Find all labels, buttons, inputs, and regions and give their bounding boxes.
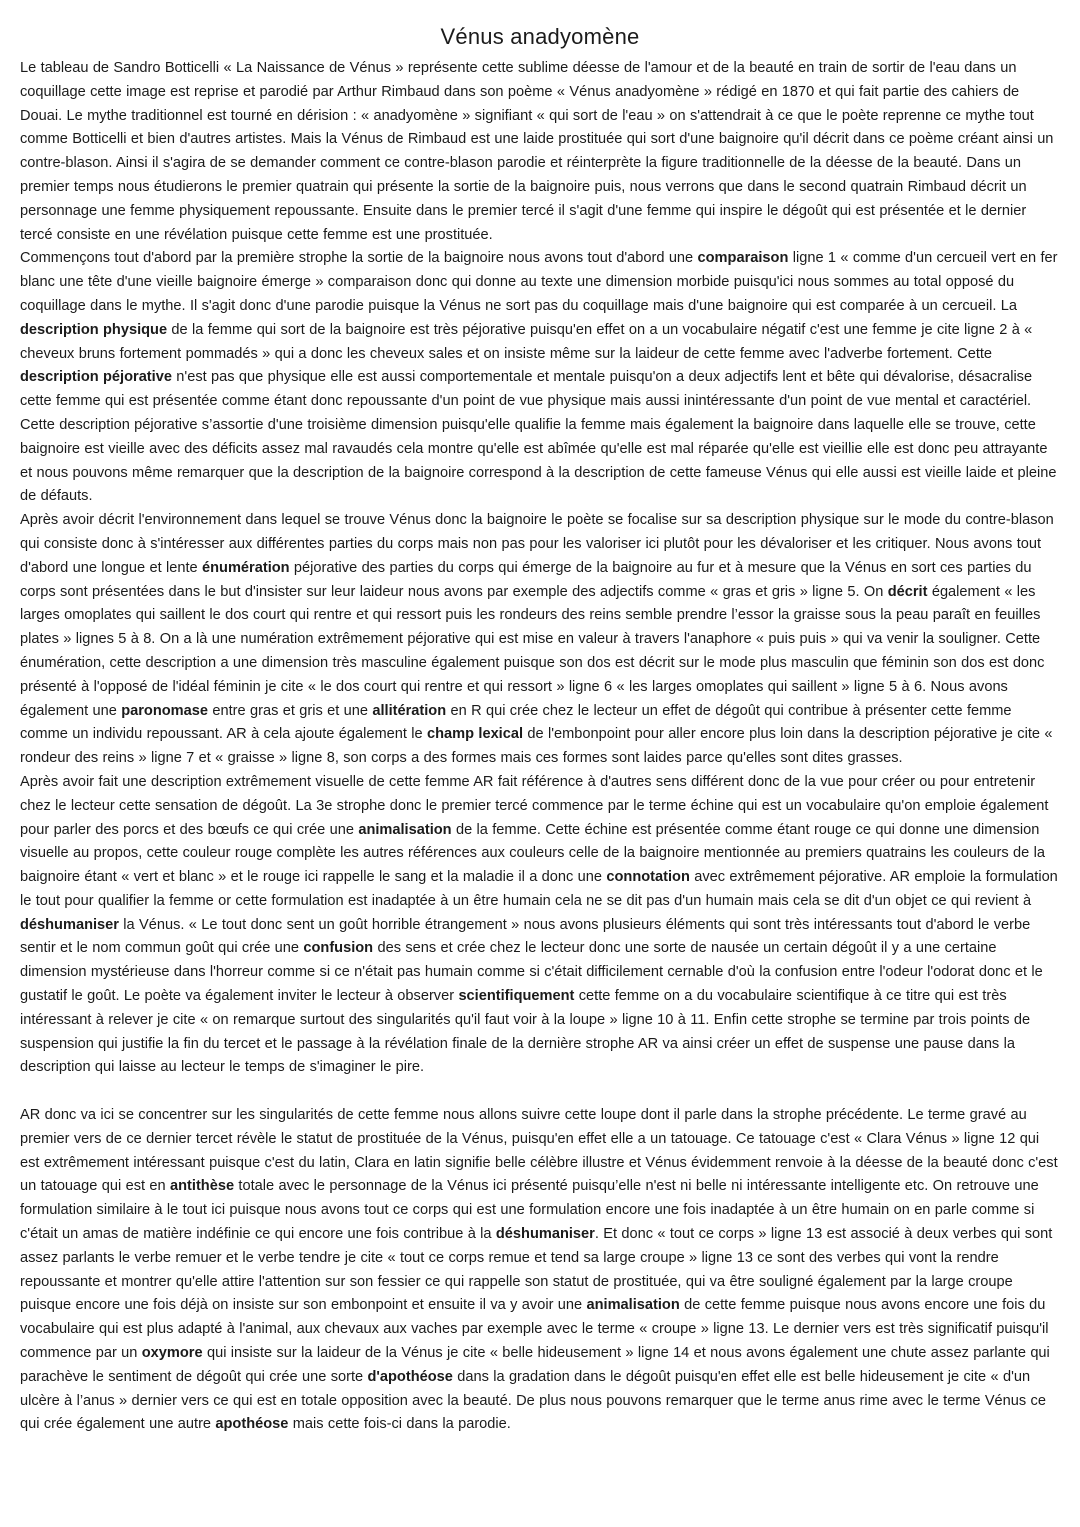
text-run: qui insiste sur la laideur de la Vénus je cite « belle hideusement » ligne 14 et nous avons également une chute assez parlante qui parachève le sentiment de dégoût qui crée une sorte bbox=[20, 1345, 1050, 1385]
text-run: entre gras et gris et une bbox=[208, 702, 373, 719]
text-run: AR donc va ici se concentrer sur les singularités de cette femme nous allons suivre cette loupe dont il parle dans la strophe précédente. Le terme gravé au premier vers de ce dernier tercet révèle le statut de prostituée de la Vénus, puisqu'en effet elle a un tatouage. Ce tatouage c'est « Clara Vénus » ligne 12 qui est extrêmement intéressant puisque c'est du latin, Clara en latin signifie belle célèbre illustre et Vénus évidemment renvoie à la déesse de la beauté donc c'est un tatouage qui est en bbox=[20, 1107, 1058, 1195]
bold-term: allitération bbox=[372, 702, 447, 719]
text-run: en R qui crée chez le lecteur un effet de dégoût qui contribue à présenter cette femme comme un individu repoussant. AR à cela ajoute également le bbox=[20, 702, 1012, 743]
text-run: Le tableau de Sandro Botticelli « La Naissance de Vénus » représente cette sublime déesse de l'amour et de la beauté en train de sortir de l'eau dans un coquillage cette image est reprise et parodié par Arthur Rimbaud dans son poème « Vénus anadyomène » rédigé en 1870 et qui fait partie des cahiers de Douai. Le mythe traditionnel est tourné en dérision : « anadyomène » signifiant « qui sort de l'eau » on s'attendrait à ce que le poète reprenne ce mythe tout comme Botticelli et bien d'autres artistes. Mais la Vénus de Rimbaud est une laide prostituée qui sort d'une baignoire qu'il décrit dans ce poème créant ainsi un contre-blason. Ainsi il s'agira de se demander comment ce contre-blason parodie et réinterprète la figure traditionnelle de la déesse de la beauté. Dans un premier temps nous étudierons le premier quatrain qui présente la sortie de la baignoire puis, nous verrons que dans le second quatrain Rimbaud décrit un personnage une femme physiquement repoussante. Ensuite dans le premier tercé il s'agit d'une femme qui inspire le dégoût qui est présentée et le dernier tercé consiste en une révélation puisque cette femme est une prostituée. bbox=[20, 60, 1054, 243]
text-run: avec extrêmement péjorative. AR emploie la formulation le tout pour qualifier la femme or cette formulation est inadaptée à un être humain cela ne se dit pas d'un humain mais cela se dit d'un objet ce qui revient à bbox=[20, 869, 1058, 909]
bold-term: description péjorative bbox=[20, 369, 172, 386]
text-run: de la femme qui sort de la baignoire est très péjorative puisqu'en effet on a un vocabulaire négatif c'est une femme je cite ligne 2 à « cheveux bruns fortement pommadés » qui a donc les cheveux sales et on insiste même sur la laideur de cette femme avec l'adverbe fortement. Cette bbox=[20, 321, 1033, 362]
paragraph bbox=[20, 247, 1060, 509]
paragraph bbox=[20, 57, 1060, 247]
bold-term: déshumaniser bbox=[20, 916, 119, 933]
paragraph bbox=[20, 771, 1060, 1080]
bold-term: champ lexical bbox=[427, 726, 524, 743]
text-run: totale avec le personnage de la Vénus ici présenté puisqu’elle n'est ni belle ni intéressante intelligente etc. On retrouve une formulation similaire à le tout ici puisque nous avons tout ce corps qui est une formulation encore une fois inadaptée à un être humain on en parle comme si c'était un amas de matière indéfinie ce qui encore une fois contribue à la bbox=[20, 1178, 1039, 1243]
bold-term: décrit bbox=[887, 583, 928, 600]
text-run: la Vénus. « Le tout donc sent un goût horrible étrangement » nous avons plusieurs éléments qui sont très intéressants tout d'abord le verbe sentir et le nom commun goût qui crée une bbox=[20, 916, 1031, 957]
text-run: ligne 1 « comme d'un cercueil vert en fer blanc une tête d'une vieille baignoire émerge » comparaison donc qui donne au texte une dimension morbide puisqu'ici nous sommes au total opposé du coquillage dans le mythe. Il s'agit donc d'une parodie puisque la Vénus ne sort pas du coquillage mais d'une baignoire qui est comparée à un cercueil. La bbox=[20, 250, 1058, 314]
text-run: Après avoir décrit l'environnement dans lequel se trouve Vénus donc la baignoire le poète se focalise sur sa description physique sur le mode du contre-blason qui consiste donc à s'intéresser aux différentes parties du corps mais non pas pour les valoriser ici plutôt pour les dévaloriser et les critiquer. Nous avons tout d'abord une longue et lente bbox=[20, 512, 1054, 576]
text-run: . Et donc « tout ce corps » ligne 13 est associé à deux verbes qui sont assez parlants le verbe remuer et le verbe tendre je cite « tout ce corps remue et tend sa large croupe » ligne 13 ce sont des verbes qui vont la rendre repoussante et montrer qu'elle attire l'attention sur son fessier ce qui rappelle son statut de prostituée, qui va être souligné également par la large croupe puisque encore une fois déjà on insiste sur son embonpoint et ensuite il va y avoir une bbox=[20, 1226, 1053, 1314]
text-run: péjorative des parties du corps qui émerge de la baignoire au fur et à mesure que la Vénus en sort ces parties du corps sont présentées dans le but d'insister sur leur laideur nous avons par exemple des adjectifs comme « gras et gris » ligne 5. On bbox=[20, 559, 1032, 600]
bold-term: antithèse bbox=[170, 1178, 235, 1195]
text-run: de cette femme puisque nous avons encore une fois du vocabulaire qui est plus adapté à l'animal, aux chevaux aux vaches par exemple avec le terme « croupe » ligne 13. Le dernier vers est très significatif puisqu'il commence par un bbox=[20, 1297, 1049, 1362]
bold-term: d'apothéose bbox=[367, 1368, 453, 1385]
text-run: de la femme. Cette échine est présentée comme étant rouge ce qui donne une dimension visuelle au propos, cette couleur rouge complète les autres références aux couleurs celle de la baignoire mentionnée au premiers quatrains les couleurs de la baignoire étant « vert et blanc » et le rouge ici rappelle le sang et la maladie il a donc une bbox=[20, 821, 1045, 886]
bold-term: connotation bbox=[606, 869, 690, 886]
text-run: des sens et crée chez le lecteur donc une sorte de nausée un certain dégoût il y a une certaine dimension mystérieuse dans l'horreur comme si ce n'était pas humain comme si c'était difficilement cernable d'où la confusion entre l'odeur l'odorat donc et le gustatif le goût. Le poète va également inviter le lecteur à observer bbox=[20, 940, 1043, 1005]
text-run: n'est pas que physique elle est aussi comportementale et mentale puisqu'on a deux adjectifs lent et bête qui dévalorise, désacralise cette femme qui est présentée comme étant donc repoussante d'un point de vue physique mais aussi inintéressante d'un point de vue mental et caractériel. Cette description péjorative s’assortie d'une troisième dimension puisqu'elle qualifie la femme mais également la baignoire dans laquelle elle se trouve, cette baignoire est vieille avec des déficits assez mal ravaudés cela montre qu'elle est abîmée qu'elle est mal réparée qu'elle est vieillie elle est donc peu attrayante et nous pouvons même remarquer que la description de la baignoire correspond à la description de cette fameuse Vénus qui elle aussi est vieille laide et pleine de défauts. bbox=[20, 369, 1057, 505]
text-run: mais cette fois-ci dans la parodie. bbox=[288, 1416, 511, 1433]
text-run: Après avoir fait une description extrêmement visuelle de cette femme AR fait référence à d'autres sens différent donc de la vue pour créer ou pour entretenir chez le lecteur cette sensation de dégoût. La 3e strophe donc le premier tercé commence par le terme échine qui est un vocabulaire qu'on emploie également pour parler des porcs et des bœufs ce qui crée une bbox=[20, 773, 1049, 838]
text-run: également « les larges omoplates qui saillent le dos court qui rentre et qui ressort puis les rondeurs des reins semble prendre l’essor la graisse sous la peau paraît en feuilles plates » lignes 5 à 8. On a là une numération extrêmement péjorative qui est mise en valeur à travers l'anaphore « puis puis » qui va venir la souligner. Cette énumération, cette description a une dimension très masculine également puisque son dos est décrit sur le mode plus masculin que féminin son dos est donc présenté à l'opposé de l'idéal féminin je cite « le dos court qui rentre et qui ressort » ligne 6 « les larges omoplates qui saillent » ligne 5 à 6. Nous avons également une bbox=[20, 583, 1045, 719]
bold-term: animalisation bbox=[358, 821, 452, 838]
text-run: cette femme on a du vocabulaire scientifique à ce titre qui est très intéressant à relever je cite « on remarque surtout des singularités qu'il faut voir à la loupe » ligne 10 à 11. Enfin cette strophe se termine par trois points de suspension qui justifie la fin du tercet et le passage à la révélation finale de la dernière strophe AR va ainsi créer un effet de suspense une pause dans la description qui laisse au lecteur le temps de s'imaginer le pire. bbox=[20, 988, 1031, 1076]
paragraph bbox=[20, 509, 1060, 771]
bold-term: apothéose bbox=[215, 1416, 289, 1433]
bold-term: énumération bbox=[202, 559, 290, 576]
bold-term: comparaison bbox=[697, 250, 789, 267]
text-run: de l'embonpoint pour aller encore plus loin dans la description péjorative je cite « rondeur des reins » ligne 7 et « graisse » ligne 8, son corps a des formes mais ces formes sont laides parce qu'elles sont dites grasses. bbox=[20, 726, 1053, 767]
bold-term: paronomase bbox=[121, 702, 208, 719]
text-run: dans la gradation dans le dégoût puisqu'en effet elle est belle hideusement je cite « d'un ulcère à l’anus » dernier vers ce qui est en totale opposition avec la beauté. De plus nous pouvons remarquer que le terme anus rime avec le terme Vénus ce qui crée également une autre bbox=[20, 1368, 1046, 1433]
bold-term: description physique bbox=[20, 321, 168, 338]
text-run: Commençons tout d'abord par la première strophe la sortie de la baignoire nous avons tout d'abord une bbox=[20, 250, 698, 267]
bold-term: animalisation bbox=[586, 1297, 680, 1314]
document-body bbox=[20, 57, 1060, 1437]
paragraph bbox=[20, 1104, 1060, 1437]
bold-term: scientifiquement bbox=[458, 988, 575, 1005]
bold-term: confusion bbox=[303, 940, 374, 957]
page-title: Vénus anadyomène bbox=[440, 24, 640, 49]
bold-term: oxymore bbox=[141, 1345, 203, 1362]
bold-term: déshumaniser bbox=[495, 1226, 595, 1243]
